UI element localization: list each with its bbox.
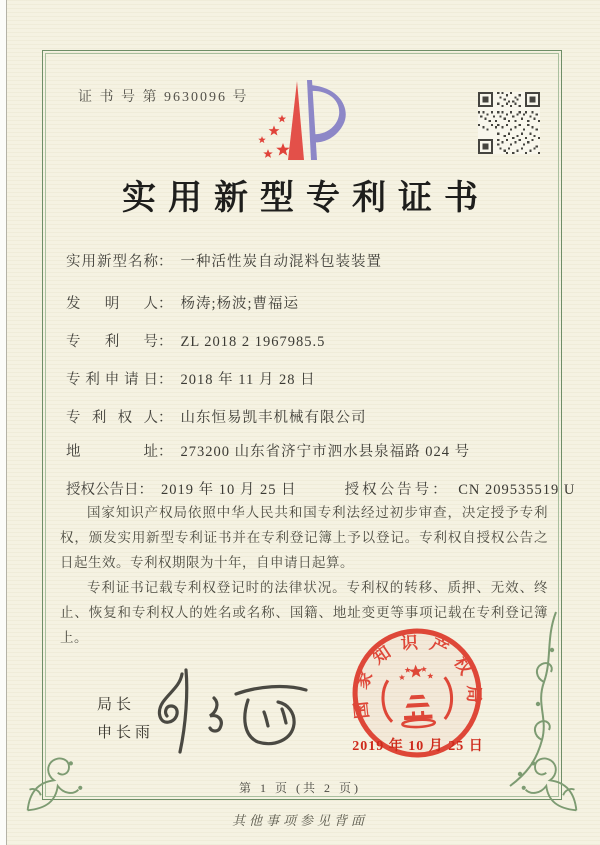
qr-code-icon <box>478 92 540 154</box>
legal-paragraph-2: 专利证书记载专利权登记时的法律状况。专利权的转移、质押、无效、终止、恢复和专利权人的姓名或名称、国籍、地址变更等事项记载在专利登记簿上。 <box>60 580 548 645</box>
field-value-inventors: 杨涛;杨波;曹福运 <box>180 296 300 312</box>
field-value-patent-number: ZL 2018 2 1967985.5 <box>180 334 326 350</box>
field-colon: ： <box>158 296 173 312</box>
page-number: 第 1 页 (共 2 页) <box>239 781 361 795</box>
field-row-grant <box>66 478 576 499</box>
field-colon: ： <box>432 482 447 498</box>
certificate-number: 证 书 号 第 9630096 号 <box>78 90 249 105</box>
field-row-name <box>66 250 514 271</box>
field-label: 地址 <box>66 444 158 460</box>
signature-icon <box>136 664 332 760</box>
signer-name: 申长雨 <box>97 725 155 741</box>
field-value-patentee: 山东恒易凯丰机械有限公司 <box>180 410 367 426</box>
field-colon: ： <box>158 254 173 270</box>
field-label: 发明人 <box>66 296 158 312</box>
seal-date: 2019 年 10 月 25 日 <box>352 739 484 754</box>
field-label: 专利申请日 <box>66 372 158 388</box>
field-label: 专利号 <box>66 334 158 350</box>
certificate-fields <box>66 250 576 516</box>
field-label: 专利权人 <box>66 410 158 426</box>
seal-text: 国家知识产权局 <box>350 632 484 720</box>
field-row-inventors <box>66 292 514 313</box>
scan-edge-artifact <box>0 0 7 845</box>
field-value-grant-number: CN 209535519 U <box>458 482 576 498</box>
field-row-address <box>66 440 514 461</box>
field-colon: ： <box>158 444 173 460</box>
field-colon: ： <box>158 410 173 426</box>
field-colon: ： <box>158 372 173 388</box>
field-label: 实用新型名称 <box>66 254 158 270</box>
field-value-address: 273200 山东省济宁市泗水县泉福路 024 号 <box>180 444 471 460</box>
field-colon: ： <box>138 482 153 498</box>
field-row-patent-number <box>66 330 514 351</box>
field-colon: ： <box>158 334 173 350</box>
field-label: 授权公告号 <box>344 482 433 498</box>
field-row-patentee <box>66 406 514 427</box>
field-value-filing-date: 2018 年 11 月 28 日 <box>180 372 316 388</box>
cnipa-logo-icon <box>250 78 358 164</box>
signer-title: 局长 <box>97 697 136 713</box>
back-side-note: 其他事项参见背面 <box>231 813 368 828</box>
certificate-title: 实用新型专利证书 <box>122 180 490 217</box>
field-label: 授权公告日 <box>66 482 139 498</box>
field-value-grant-date: 2019 年 10 月 25 日 <box>161 482 297 498</box>
legal-paragraph-1: 国家知识产权局依照中华人民共和国专利法经过初步审查，决定授予专利权，颁发实用新型专利证书并在专利登记簿上予以登记。专利权自授权公告之日起生效。专利权期限为十年，自申请日起算。 <box>60 505 548 570</box>
grant-number-group <box>345 478 576 499</box>
field-row-filing-date <box>66 368 514 389</box>
field-value-utility-model-name: 一种活性炭自动混料包装装置 <box>180 254 382 270</box>
